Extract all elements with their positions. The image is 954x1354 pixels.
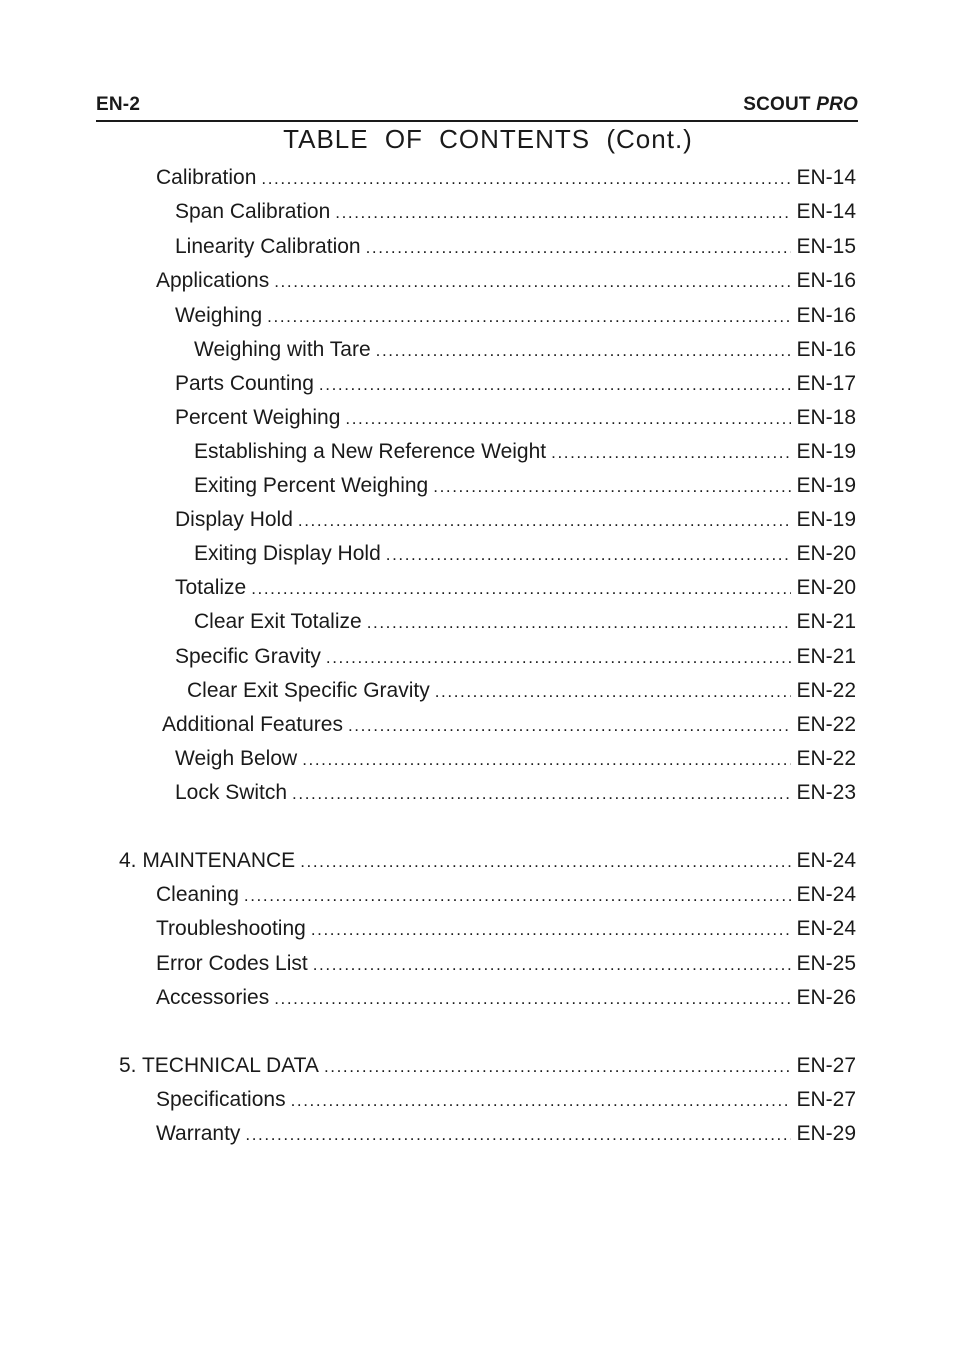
toc-entry-label: Calibration [156,166,257,189]
toc-dot-leader [298,506,792,536]
toc-dot-leader [324,1052,792,1082]
toc-dot-leader [302,745,791,775]
toc-entry-page: EN-16 [796,269,856,292]
toc-entry-label: 5. TECHNICAL DATA [119,1054,319,1077]
toc-dot-leader [435,677,792,707]
toc-entry[interactable] [156,1119,856,1149]
toc-entry-label: Linearity Calibration [175,235,361,258]
page-title: TABLE OF CONTENTS (Cont.) [283,124,693,154]
toc-entry-page: EN-18 [796,406,856,429]
toc-dot-leader [244,881,792,911]
toc-entry-page: EN-14 [796,166,856,189]
toc-dot-leader [345,404,791,434]
toc-entry[interactable] [175,744,856,774]
toc-entry-label: Specifications [156,1088,286,1111]
toc-entry[interactable] [175,505,856,535]
toc-entry-label: 4. MAINTENANCE [119,849,296,872]
toc-entry-label: Exiting Display Hold [194,542,381,565]
toc-entry-label: Cleaning [156,883,239,906]
toc-entry-page: EN-16 [796,304,856,327]
toc-entry-label: Percent Weighing [175,406,341,429]
toc-dot-leader [376,336,792,366]
toc-entry-page: EN-27 [796,1088,856,1111]
toc-entry-label: Clear Exit Specific Gravity [187,679,430,702]
toc-entry-label: Accessories [156,986,270,1009]
toc-dot-leader [251,574,791,604]
toc-entry-label: Establishing a New Reference Weight [194,440,547,463]
product-name-main: SCOUT [743,94,811,115]
product-name [743,94,858,116]
toc-entry-page: EN-21 [796,645,856,668]
toc-dot-leader [348,711,792,741]
product-name-suffix: PRO [816,94,858,115]
toc-entry-page: EN-22 [796,713,856,736]
toc-entry-page: EN-22 [796,747,856,770]
toc-entry-label: Troubleshooting [156,917,306,940]
toc-entry-page: EN-24 [796,883,856,906]
page-number-label: EN-2 [96,94,141,115]
toc-entry-label: Parts Counting [175,372,314,395]
toc-entry-page: EN-20 [796,542,856,565]
toc-entry-page: EN-24 [796,917,856,940]
toc-entry[interactable] [187,676,856,706]
toc-entry-page: EN-14 [796,200,856,223]
toc-dot-leader [433,472,791,502]
toc-entry-label: Totalize [175,576,247,599]
toc-dot-leader [261,164,791,194]
toc-dot-leader [274,267,791,297]
toc-entry-label: Exiting Percent Weighing [194,474,429,497]
toc-entry-page: EN-19 [796,474,856,497]
toc-entry[interactable] [194,437,856,467]
toc-entry-page: EN-15 [796,235,856,258]
toc-entry-label: Weigh Below [175,747,298,770]
toc-entry[interactable] [119,846,856,876]
toc-entry[interactable] [162,710,856,740]
toc-entry-label: Warranty [156,1122,241,1145]
toc-dot-leader [326,643,792,673]
toc-entry-label: Lock Switch [175,781,288,804]
toc-entry[interactable] [175,642,856,672]
toc-dot-leader [274,984,791,1014]
toc-entry-page: EN-25 [796,952,856,975]
toc-dot-leader [245,1120,791,1150]
toc-entry-page: EN-27 [796,1054,856,1077]
toc-entry[interactable] [156,914,856,944]
toc-entry-label: Weighing [175,304,263,327]
toc-entry[interactable] [156,266,856,296]
toc-dot-leader [291,1086,792,1116]
toc-dot-leader [313,950,792,980]
toc-entry-page: EN-19 [796,440,856,463]
toc-entry[interactable] [175,403,856,433]
toc-entry-label: Error Codes List [156,952,308,975]
toc-dot-leader [300,847,791,877]
toc-entry[interactable] [194,607,856,637]
toc-entry-label: Clear Exit Totalize [194,610,362,633]
toc-entry-page: EN-26 [796,986,856,1009]
toc-dot-leader [311,915,792,945]
toc-entry-label: Weighing with Tare [194,338,371,361]
toc-entry-label: Specific Gravity [175,645,321,668]
toc-entry[interactable] [194,335,856,365]
toc-entry[interactable] [156,983,856,1013]
toc-entry[interactable] [194,539,856,569]
toc-entry[interactable] [194,471,856,501]
toc-entry-label: Display Hold [175,508,293,531]
toc-dot-leader [292,779,791,809]
toc-entry-page: EN-22 [796,679,856,702]
toc-entry-page: EN-19 [796,508,856,531]
toc-entry[interactable] [156,949,856,979]
toc-entry[interactable] [175,573,856,603]
toc-entry[interactable] [156,880,856,910]
page-header [96,92,858,122]
toc-entry[interactable] [175,369,856,399]
toc-entry-page: EN-17 [796,372,856,395]
toc-dot-leader [551,438,791,468]
toc-dot-leader [319,370,792,400]
toc-entry[interactable] [156,1085,856,1115]
toc-entry-page: EN-29 [796,1122,856,1145]
toc-dot-leader [267,302,791,332]
toc-entry-label: Additional Features [162,713,343,736]
toc-entry-page: EN-24 [796,849,856,872]
toc-entry-page: EN-20 [796,576,856,599]
toc-dot-leader [367,608,792,638]
toc-entry[interactable] [175,232,856,262]
toc-entry-page: EN-23 [796,781,856,804]
toc-entry-page: EN-21 [796,610,856,633]
toc-entry-page: EN-16 [796,338,856,361]
toc-entry[interactable] [156,163,856,193]
toc-entry[interactable] [175,301,856,331]
toc-entry-label: Span Calibration [175,200,331,223]
toc-entry[interactable] [119,1051,856,1081]
toc-entry[interactable] [175,778,856,808]
toc-dot-leader [335,198,791,228]
toc-dot-leader [386,540,792,570]
toc-entry[interactable] [175,197,856,227]
toc-entry-label: Applications [156,269,270,292]
toc-dot-leader [366,233,792,263]
